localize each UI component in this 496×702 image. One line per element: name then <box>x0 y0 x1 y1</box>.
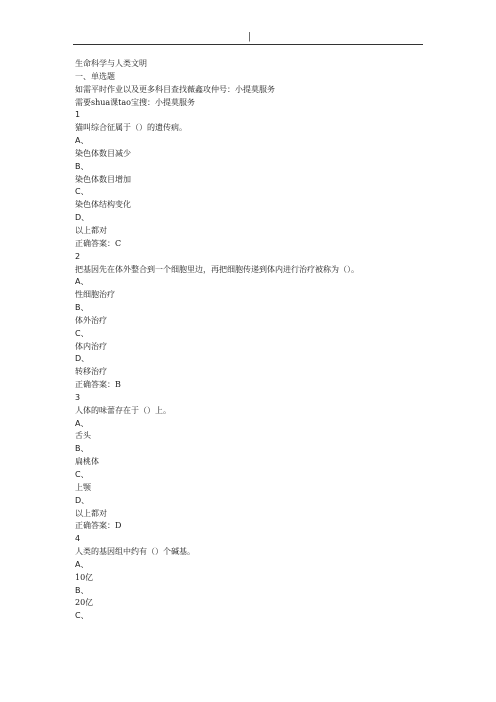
option-text: 染色体数目减少 <box>75 148 131 158</box>
answer-line: 正确答案：B <box>75 380 121 390</box>
question-text: 把基因先在体外整合到一个细胞里边，再把细胞传递到体内进行治疗被称为（）。 <box>75 264 359 274</box>
answer-line: 正确答案：C <box>75 238 122 248</box>
option-key: C、 <box>75 187 89 197</box>
option-text: 染色体数目增加 <box>75 174 131 184</box>
section-heading: 一、单选题 <box>75 71 115 81</box>
option-key: C、 <box>75 611 89 621</box>
answer-line: 正确答案：D <box>75 521 122 531</box>
promo-line-2: 需要shua课tao宝搜：小提莫服务 <box>75 97 195 107</box>
question-text: 人体的味蕾存在于（）上。 <box>75 405 171 415</box>
question-text: 猫叫综合征属于（）的遗传病。 <box>75 123 187 133</box>
promo-line-1: 如需平时作业以及更多科目查找薇鑫攻仲号：小提莫服务 <box>75 84 275 94</box>
document-body <box>75 58 435 623</box>
question-number: 1 <box>75 110 81 120</box>
option-key: B、 <box>75 585 89 595</box>
option-text: 体外治疗 <box>75 315 107 325</box>
option-key: D、 <box>75 213 90 223</box>
option-key: B、 <box>75 444 89 454</box>
doc-title: 生命科学与人类文明 <box>75 59 147 68</box>
question-number: 2 <box>75 251 81 261</box>
option-key: C、 <box>75 470 89 479</box>
option-text: 舌头 <box>75 431 91 441</box>
option-text: 染色体结构变化 <box>75 200 131 210</box>
option-text: 以上都对 <box>75 508 107 518</box>
question-number: 4 <box>75 534 81 544</box>
option-key: C、 <box>75 328 89 338</box>
option-text: 体内治疗 <box>75 341 107 351</box>
option-text: 上颚 <box>75 482 91 492</box>
option-text: 扁桃体 <box>75 457 99 467</box>
option-text: 10亿 <box>75 572 94 582</box>
option-key: B、 <box>75 161 89 171</box>
option-text: 性细胞治疗 <box>75 290 115 300</box>
question-number: 3 <box>75 392 81 402</box>
option-key: A、 <box>75 136 89 146</box>
question-text: 人类的基因组中约有（）个碱基。 <box>75 547 195 557</box>
header-rule <box>73 44 423 45</box>
option-key: D、 <box>75 495 90 505</box>
option-key: A、 <box>75 559 89 569</box>
option-key: A、 <box>75 277 89 287</box>
option-text: 20亿 <box>75 598 94 608</box>
option-text: 以上都对 <box>75 225 107 235</box>
option-key: B、 <box>75 303 89 313</box>
option-key: D、 <box>75 354 90 364</box>
option-key: A、 <box>75 418 89 428</box>
header-mark: | <box>248 32 252 42</box>
option-text: 转移治疗 <box>75 367 107 377</box>
